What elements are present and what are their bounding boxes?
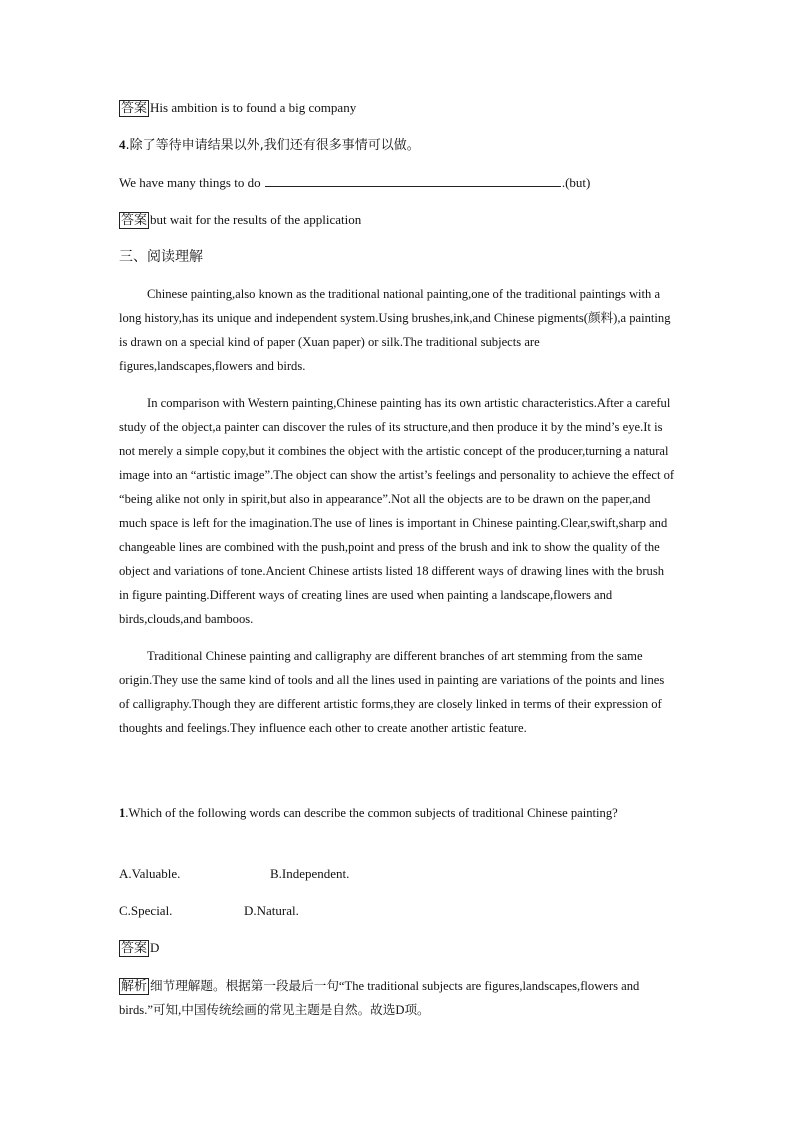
q3-answer-text: His ambition is to found a big company xyxy=(150,100,357,115)
answer-label-box: 答案 xyxy=(121,213,148,228)
q4-answer-line xyxy=(119,212,361,229)
passage-paragraph-2: In comparison with Western painting,Chinese painting has its own artistic characteristics.After a careful study of the object,a painter can discover the rules of its structure,and then produce it by the mind’s eye.It is not merely a simple copy,but it combines the object with the artistic concept of the producer,turning a natural image into an “artistic image”.The object can show the artist’s feelings and personality to achieve the effect of “being alike not only in spirit,but also in appearance”.Not all the objects are to be drawn on the paper,and much space is left for the imagination.The use of lines is important in Chinese painting.Clear,swift,sharp and changeable lines are combined with the push,point and press of the brush and ink to show the quality of the object and variations of tone.Ancient Chinese artists listed 18 different ways of drawing lines with the brush in figure painting.Different ways of creating lines are used when painting a landscape,flowers and birds,clouds,and bamboos. xyxy=(119,396,675,626)
answer-label-box: 答案 xyxy=(121,101,148,116)
q4-hint: .(but) xyxy=(561,175,591,190)
q4-sentence-start: We have many things to do xyxy=(119,175,261,190)
q4-answer-blank xyxy=(265,175,561,187)
q4-sentence xyxy=(119,175,590,191)
option-a: A.Valuable. xyxy=(119,866,181,881)
option-c: C.Special. xyxy=(119,903,173,918)
question-1-number: 1 xyxy=(119,806,126,820)
option-b: B.Independent. xyxy=(270,866,350,881)
option-d: D.Natural. xyxy=(244,903,299,918)
question-1-stem xyxy=(119,801,675,825)
section-heading: 三、阅读理解 xyxy=(119,249,203,265)
passage-paragraph-3: Traditional Chinese painting and calligraphy are different branches of art stemming from the same origin.They use the same kind of tools and all the lines used in painting are variations of the points and lines of calligraphy.Though they are different artistic forms,they are closely linked in terms of their expression of thoughts and feelings.They influence each other to create another artistic feature. xyxy=(119,649,665,735)
answer-label-box: 答案 xyxy=(121,941,148,956)
reading-passage xyxy=(119,282,675,740)
q3-answer-line xyxy=(119,100,356,117)
q4-prompt-cn: .除了等待申请结果以外,我们还有很多事情可以做。 xyxy=(125,138,420,153)
q4-prompt xyxy=(119,137,420,154)
q1-analysis xyxy=(119,974,675,1022)
q4-number: 4 xyxy=(119,137,126,152)
q4-answer-text: but wait for the results of the application xyxy=(150,212,362,227)
question-1-text: .Which of the following words can describe the common subjects of traditional Chinese painting? xyxy=(125,806,618,820)
q1-analysis-text: 细节理解题。根据第一段最后一句“The traditional subjects are figures,landscapes,flowers and birds.”可知,中国传统绘画的常见主题是自然。故选D项。 xyxy=(119,979,640,1017)
passage-paragraph-1: Chinese painting,also known as the traditional national painting,one of the traditional paintings with a long history,has its unique and independent system.Using brushes,ink,and Chinese pigments(颜料),a painting is drawn on a special kind of paper (Xuan paper) or silk.The traditional subjects are figures,landscapes,flowers and birds. xyxy=(119,287,671,373)
q1-answer-text: D xyxy=(150,940,160,955)
analysis-label-box: 解析 xyxy=(121,979,148,994)
q1-answer-line xyxy=(119,940,159,957)
